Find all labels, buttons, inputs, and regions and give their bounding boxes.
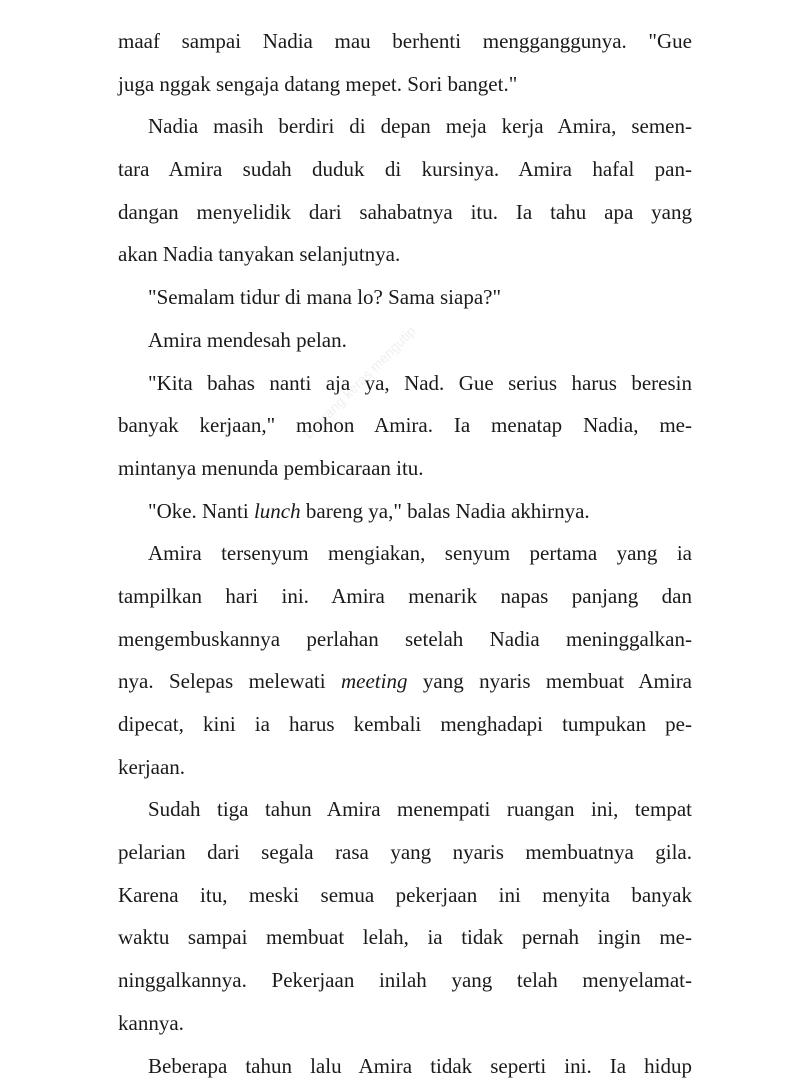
- text-line: kannya.: [118, 1002, 692, 1045]
- text-line: dipecat, kini ia harus kembali menghadapi tumpukan pe-: [118, 703, 692, 746]
- paragraph-first-line: Amira mendesah pelan.: [118, 319, 692, 362]
- paragraph-first-line: "Semalam tidur di mana lo? Sama siapa?": [118, 276, 692, 319]
- text-segment: "Oke. Nanti: [148, 499, 254, 523]
- text-line: waktu sampai membuat lelah, ia tidak pernah ingin me-: [118, 916, 692, 959]
- book-page: [118, 20, 692, 1087]
- text-line: maaf sampai Nadia mau berhenti mengganggunya. "Gue: [118, 20, 692, 63]
- italic-term: meeting: [341, 669, 407, 693]
- text-line: [118, 660, 692, 703]
- text-line: dangan menyelidik dari sahabatnya itu. Ia tahu apa yang: [118, 191, 692, 234]
- text-line: mengembuskannya perlahan setelah Nadia meninggalkan-: [118, 618, 692, 661]
- text-segment: bareng ya," balas Nadia akhirnya.: [301, 499, 590, 523]
- text-line: juga nggak sengaja datang mepet. Sori banget.": [118, 63, 692, 106]
- paragraph-first-line: [118, 490, 692, 533]
- paragraph-first-line: Nadia masih berdiri di depan meja kerja Amira, semen-: [118, 105, 692, 148]
- paragraph-first-line: Beberapa tahun lalu Amira tidak seperti ini. Ia hidup: [118, 1045, 692, 1087]
- text-line: pelarian dari segala rasa yang nyaris membuatnya gila.: [118, 831, 692, 874]
- text-line: kerjaan.: [118, 746, 692, 789]
- text-line: Karena itu, meski semua pekerjaan ini menyita banyak: [118, 874, 692, 917]
- text-line: akan Nadia tanyakan selanjutnya.: [118, 233, 692, 276]
- paragraph-first-line: Sudah tiga tahun Amira menempati ruangan ini, tempat: [118, 788, 692, 831]
- paragraph-first-line: Amira tersenyum mengiakan, senyum pertama yang ia: [118, 532, 692, 575]
- text-line: mintanya menunda pembicaraan itu.: [118, 447, 692, 490]
- text-line: ninggalkannya. Pekerjaan inilah yang telah menyelamat-: [118, 959, 692, 1002]
- italic-term: lunch: [254, 499, 301, 523]
- text-line: tara Amira sudah duduk di kursinya. Amira hafal pan-: [118, 148, 692, 191]
- text-segment: nya. Selepas melewati: [118, 669, 341, 693]
- paragraph-first-line: "Kita bahas nanti aja ya, Nad. Gue serius harus beresin: [118, 362, 692, 405]
- text-segment: yang nyaris membuat Amira: [407, 669, 692, 693]
- text-line: banyak kerjaan," mohon Amira. Ia menatap Nadia, me-: [118, 404, 692, 447]
- text-line: tampilkan hari ini. Amira menarik napas panjang dan: [118, 575, 692, 618]
- watermark: Dilarang keras mengutip: [300, 232, 509, 441]
